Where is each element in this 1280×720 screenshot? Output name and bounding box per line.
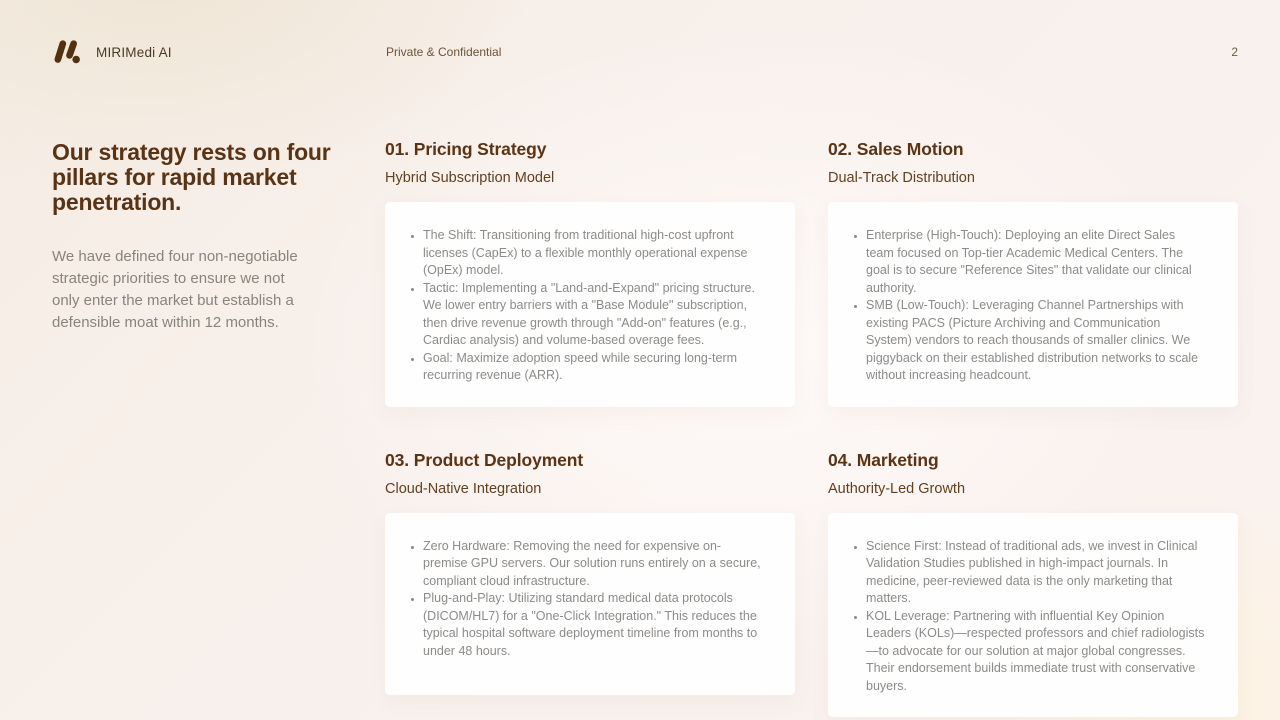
bullet-item: • Tactic: Implementing a "Land-and-Expand" pricing structure. We lower entry barriers with a "Base Module" subscription, then drive revenue growth through "Add-on" features (e.g., Cardiac analysis) and volume-based overage fees. [423,280,763,350]
pillar-card-pricing-strategy [385,139,795,407]
pillar-panel [385,513,795,695]
pillar-title: 03. Product Deployment [385,449,584,470]
brand [52,38,172,66]
brand-name: MIRIMedi AI [96,44,172,60]
pillar-title: 04. Marketing [828,449,939,470]
bullet-item: • Enterprise (High-Touch): Deploying an elite Direct Sales team focused on Top-tier Academic Medical Centers. The goal is to secure "Reference Sites" that validate our clinical authority. [866,227,1206,297]
bullet-list [409,227,763,385]
bullet-item: • Zero Hardware: Removing the need for expensive on-premise GPU servers. Our solution runs entirely on a secure, compliant cloud infrastructure. [423,538,763,591]
bullet-item: • SMB (Low-Touch): Leveraging Channel Partnerships with existing PACS (Picture Archiving and Communication System) vendors to reach thousands of smaller clinics. We piggyback on their established distribution networks to scale without increasing headcount. [866,297,1206,385]
intro-column [52,140,352,334]
pillar-card-product-deployment [385,450,795,718]
pillar-panel [385,202,795,407]
pillar-title: 01. Pricing Strategy [385,139,547,159]
pillar-subtitle: Hybrid Subscription Model [385,170,555,186]
pillar-title: 02. Sales Motion [828,139,964,159]
bullet-list [852,227,1206,385]
bullet-list [409,538,763,661]
pillars-grid [385,139,1238,717]
bullet-item: • Goal: Maximize adoption speed while securing long-term recurring revenue (ARR). [423,350,763,385]
bullet-item: • Science First: Instead of traditional ads, we invest in Clinical Validation Studies published in high-impact journals. In medicine, peer-reviewed data is the only marketing that matters. [866,538,1206,608]
slide-header [0,0,1280,80]
confidential-label: Private & Confidential [386,45,502,59]
page-number: 2 [1231,45,1238,59]
slide-intro-paragraph: We have defined four non-negotiable strategic priorities to ensure we not only enter the market but establish a defensible moat within 12 months. [52,248,298,331]
slide-title: Our strategy rests on four pillars for rapid market penetration. [52,139,331,215]
pillar-subtitle: Authority-Led Growth [828,480,966,497]
bullet-item: • The Shift: Transitioning from traditional high-cost upfront licenses (CapEx) to a flexible monthly operational expense (OpEx) model. [423,227,763,280]
bullet-item: • KOL Leverage: Partnering with influential Key Opinion Leaders (KOLs)—respected professors and chief radiologists—to advocate for our solution at major global congresses. Their endorsement builds immediate trust with conservative buyers. [866,608,1206,696]
pillar-card-sales-motion [828,139,1238,407]
pillar-card-marketing [828,450,1238,718]
pillar-subtitle: Dual-Track Distribution [828,170,975,186]
pillar-panel [828,513,1238,718]
pillar-panel [828,202,1238,407]
bullet-item: • Plug-and-Play: Utilizing standard medical data protocols (DICOM/HL7) for a "One-Click Integration." This reduces the typical hospital software deployment timeline from months to under 48 hours. [423,590,763,660]
pillar-subtitle: Cloud-Native Integration [385,480,542,497]
bullet-list [852,538,1206,696]
mirimedi-logo-icon [52,38,82,66]
